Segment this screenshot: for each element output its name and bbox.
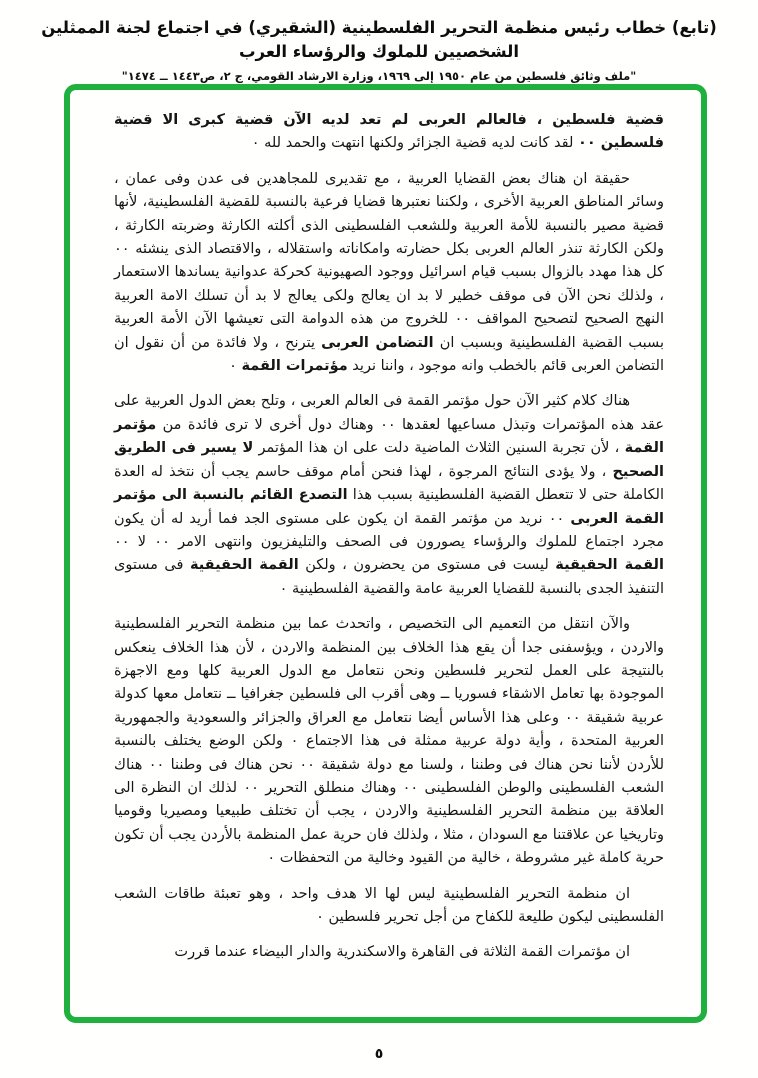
page-number: ٥	[374, 1046, 384, 1062]
text-run: ليست فى مستوى من يحضرون ، ولكن	[298, 557, 556, 574]
text-run: فى مستوى التنفيذ الجدى بالنسبة للقضايا العربية عامة والقضية الفلسطينية ٠	[114, 557, 664, 597]
paragraph	[114, 883, 664, 930]
paragraph	[114, 109, 664, 156]
paragraph	[114, 168, 664, 379]
text-run: ، لأن تجربة السنين الثلاث الماضية دلت على ان هذا المؤتمر	[253, 440, 625, 457]
text-run: ٠٠ نريد من مؤتمر القمة ان يكون على مستوى الجد فما أريد له أن يكون مجرد اجتماع للملوك والرؤساء يصورون فى الصحف والتليفزيون وانتهى الامر ٠٠ لا ٠٠	[114, 510, 664, 550]
emphasized-text-run: مؤتمرات القمة	[241, 358, 348, 375]
emphasized-text-run: التضامن العربى	[321, 334, 434, 351]
text-run: ان مؤتمرات القمة الثلاثة فى القاهرة والاسكندرية والدار البيضاء عندما قررت	[174, 944, 630, 961]
emphasized-text-run: مؤتمر القمة	[114, 416, 664, 457]
paragraph	[114, 390, 664, 601]
emphasized-text-run: القمة الحقيقية	[555, 557, 664, 574]
emphasized-text-run: القمة الحقيقية	[189, 557, 299, 574]
text-run: حقيقة ان هناك بعض القضايا العربية ، مع تقديرى للمجاهدين فى عدن وفى عمان ، وسائر المناطق العربية الأخرى ، ولكننا نعتبرها قضايا فرعية بالنسبة للقضية الفلسطينية، لأنها قضية مصير بالنسبة للأمة العربية وللشعب الفلسطينى الذى أكلته الكارثة وضربته الكارثة ، ولكن الكارثة تنذر العالم العربى بكل حضارته وامكاناته واستقلاله ، والاقتصاد الذى ينشئه ٠٠ كل هذا مهدد بالزوال بسبب قيام اسرائيل ووجود الصهيونية كحركة عدوانية يساندها الاستعمار ، ولذلك نحن الآن فى موقف خطير لا بد ان يعالج ولكى يعالج لا بد أن تسلك الامة العربية النهج الصحيح لتصحيح المواقف ٠٠ للخروج من هذه الدوامة التى تعيشها الآن الأمة العربية بسبب القضية الفلسطينية وبسبب ان	[114, 170, 664, 351]
text-run: ٠	[229, 358, 242, 375]
emphasized-text-run: لا يسير فى الطريق الصحيح	[114, 440, 664, 480]
green-border-frame	[64, 84, 707, 1023]
document-source-citation: "ملف وثائق فلسطين من عام ١٩٥٠ إلى ١٩٦٩، وزارة الارشاد القومي، ج ٢، ص١٤٤٣ ــ ١٤٧٤"	[121, 69, 637, 83]
document-title: (تابع) خطاب رئيس منظمة التحرير الفلسطينية (الشقيري) في اجتماع لجنة الممثلين الشخصيين للملوك والرؤساء العرب	[41, 18, 717, 61]
text-run: والآن انتقل من التعميم الى التخصيص ، واتحدث عما بين منظمة التحرير الفلسطينية والاردن ، ويؤسفنى جدا أن يقع هذا الخلاف بين المنظمة والاردن ، لأن هذا الخلاف ينعكس بالنتيجة على العمل لتحرير فلسطين ونحن نتعامل مع الدول العربية كلها ومع الاجهزة الموجودة بها تعامل الاشقاء فسوريا ــ وهى أقرب الى فلسطين جغرافيا ــ نتعامل معها كدولة عربية شقيقة ٠٠ وعلى هذا الأساس أيضا نتعامل مع العراق والجزائر والسعودية والجمهورية العربية المتحدة ، وأية دولة عربية ممثلة فى هذا الاجتماع ٠ ولكن الوضع يختلف بالنسبة للأردن لأننا نحن هناك فى وطننا ، ولسنا مع دولة شقيقة ٠٠ نحن هناك فى وطننا ٠٠ هناك الشعب الفلسطينى والوطن الفلسطينى ٠٠ وهناك منطلق التحرير ٠٠ لذلك ان النظرة الى العلاقة بين منظمة التحرير الفلسطينية والاردن ، يجب أن تختلف طبيعيا ومصيريا وقوميا وتاريخيا عن علاقتنا مع السودان ، مثلا ، ولذلك فان حرية عمل المنظمة بالأردن يجب أن تكون حرية كاملة غير مشروطة ، خالية من القيود وخالية من التحفظات ٠	[114, 616, 664, 867]
paragraph	[114, 941, 664, 964]
text-run: لقد كانت لديه قضية الجزائر ولكنها انتهت والحمد لله ٠	[251, 135, 578, 152]
text-run: هناك كلام كثير الآن حول مؤتمر القمة فى العالم العربى ، وتلح بعض الدول العربية على عقد هذه المؤتمرات وتبذل مساعيها لعقدها ٠٠ وهناك دول أخرى لا ترى فائدة من	[114, 393, 664, 433]
emphasized-text-run: قضية فلسطين ، فالعالم العربى لم تعد لديه الآن قضية كبرى الا قضية فلسطين ٠٠	[114, 112, 664, 152]
text-run: يترنح ، ولا فائدة من أن نقول ان التضامن العربى قائم بالخطب وانه موجود ، واننا نريد	[114, 334, 664, 375]
text-run: ان منظمة التحرير الفلسطينية ليس لها الا هدف واحد ، وهو تعبئة طاقات الشعب الفلسطينى ليكون طليعة للكفاح من أجل تحرير فلسطين ٠	[114, 885, 664, 925]
paragraph	[114, 613, 664, 870]
emphasized-text-run: التصدع القائم بالنسبة الى مؤتمر القمة العربى	[114, 487, 665, 527]
text-run: ، ولا يؤدى النتائج المرجوة ، لهذا فنحن أمام موقف حاسم يجب أن نتخذ له العدة الكاملة حتى لا تتعطل القضية الفلسطينية بسبب هذا	[114, 463, 664, 504]
document-header	[0, 0, 758, 85]
document-body	[70, 90, 701, 965]
